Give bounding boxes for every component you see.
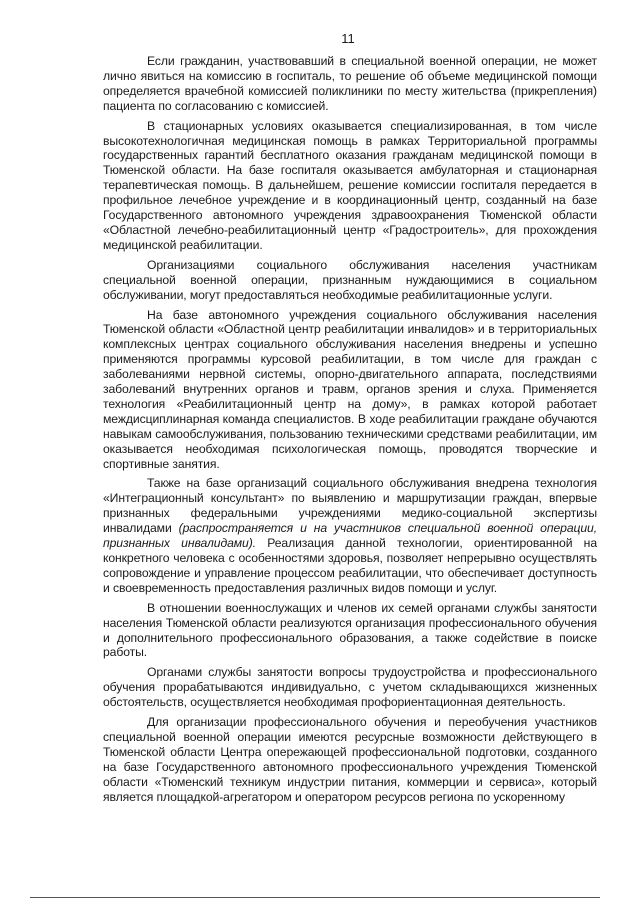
- document-body: [103, 54, 597, 805]
- paragraph-employment-service: В отношении военнослужащих и членов их семей органами службы занятости населения Тюменской области реализуются организация профессионального обучения и дополнительного профессионального образования, а также содействие в поиске работы.: [103, 600, 597, 660]
- paragraph-rehab-center: На базе автономного учреждения социального обслуживания населения Тюменской области «Областной центр реабилитации инвалидов» и в территориальных комплексных центрах социального обслуживания населения внедрены и успешно применяются программы курсовой реабилитации, в том числе для граждан с заболеваниями нервной системы, опорно-двигательного аппарата, последствиями заболеваний внутренних органов и травм, органов зрения и слуха. Применяется технология «Реабилитационный центр на дому», в рамках которой работает междисциплинарная команда специалистов. В ходе реабилитации граждане обучаются навыкам самообслуживания, пользованию техническими средствами реабилитации, им оказывается необходимая психологическая помощь, проводятся творческие и спортивные занятия.: [103, 307, 597, 471]
- paragraph-integration-consultant-part2: Реализация данной технологии, ориентированной на конкретного человека с особенностями здоровья, позволяет непрерывно осуществлять сопровождение и управление процессом реабилитации, что обеспечивает доступность и своевременность предоставления различных видов помощи и услуг.: [103, 536, 597, 595]
- page-number: 11: [341, 31, 355, 46]
- footer-divider: [30, 897, 600, 898]
- paragraph-commission-remote: Если гражданин, участвовавший в специальной военной операции, не может лично явиться на комиссию в госпиталь, то решение об объеме медицинской помощи определяется врачебной комиссией поликлиники по месту жительства (прикрепления) пациента по согласованию с комиссией.: [103, 54, 597, 113]
- paragraph-career-guidance: Органами службы занятости вопросы трудоустройства и профессионального обучения прорабатываются индивидуально, с учетом складывающихся жизненных обстоятельств, осуществляется необходимая профориентационная деятельность.: [103, 665, 597, 710]
- paragraph-inpatient-care: В стационарных условиях оказывается специализированная, в том числе высокотехнологичная медицинская помощь в рамках Территориальной программы государственных гарантий бесплатного оказания гражданам медицинской помощи в Тюменской области. На базе госпиталя оказывается амбулаторная и стационарная терапевтическая помощь. В дальнейшем, решение комиссии госпиталя передается в профильное лечебное учреждение и в координационный центр, созданный на базе Государственного автономного учреждения здравоохранения Тюменской области «Областной лечебно-реабилитационный центр «Градостроитель», для прохождения медицинской реабилитации.: [103, 118, 597, 252]
- paragraph-vocational-training: Для организации профессионального обучения и переобучения участников специальной военной операции имеются ресурсные возможности действующего в Тюменской области Центра опережающей профессиональной подготовки, созданного на базе Государственного автономного профессионального учреждения Тюменской области «Тюменский техникум индустрии питания, коммерции и сервиса», который является площадкой-агрегатором и оператором ресурсов региона по ускоренному: [103, 715, 597, 804]
- paragraph-integration-consultant: [103, 476, 597, 595]
- paragraph-integration-consultant-part1: Также на базе организаций социального обслуживания внедрена технология «Интеграционный консультант» по выявлению и маршрутизации граждан, впервые признанных федеральными учреждениями медико-социальной экспертизы инвалидами: [103, 476, 597, 536]
- paragraph-social-services: Организациями социального обслуживания населения участникам специальной военной операции, признанным нуждающимися в социальном обслуживании, могут предоставляться необходимые реабилитационные услуги.: [103, 257, 597, 302]
- paragraph-integration-consultant-italic: (распространяется и на участников специальной военной операции, признанных инвалидами).: [103, 521, 598, 551]
